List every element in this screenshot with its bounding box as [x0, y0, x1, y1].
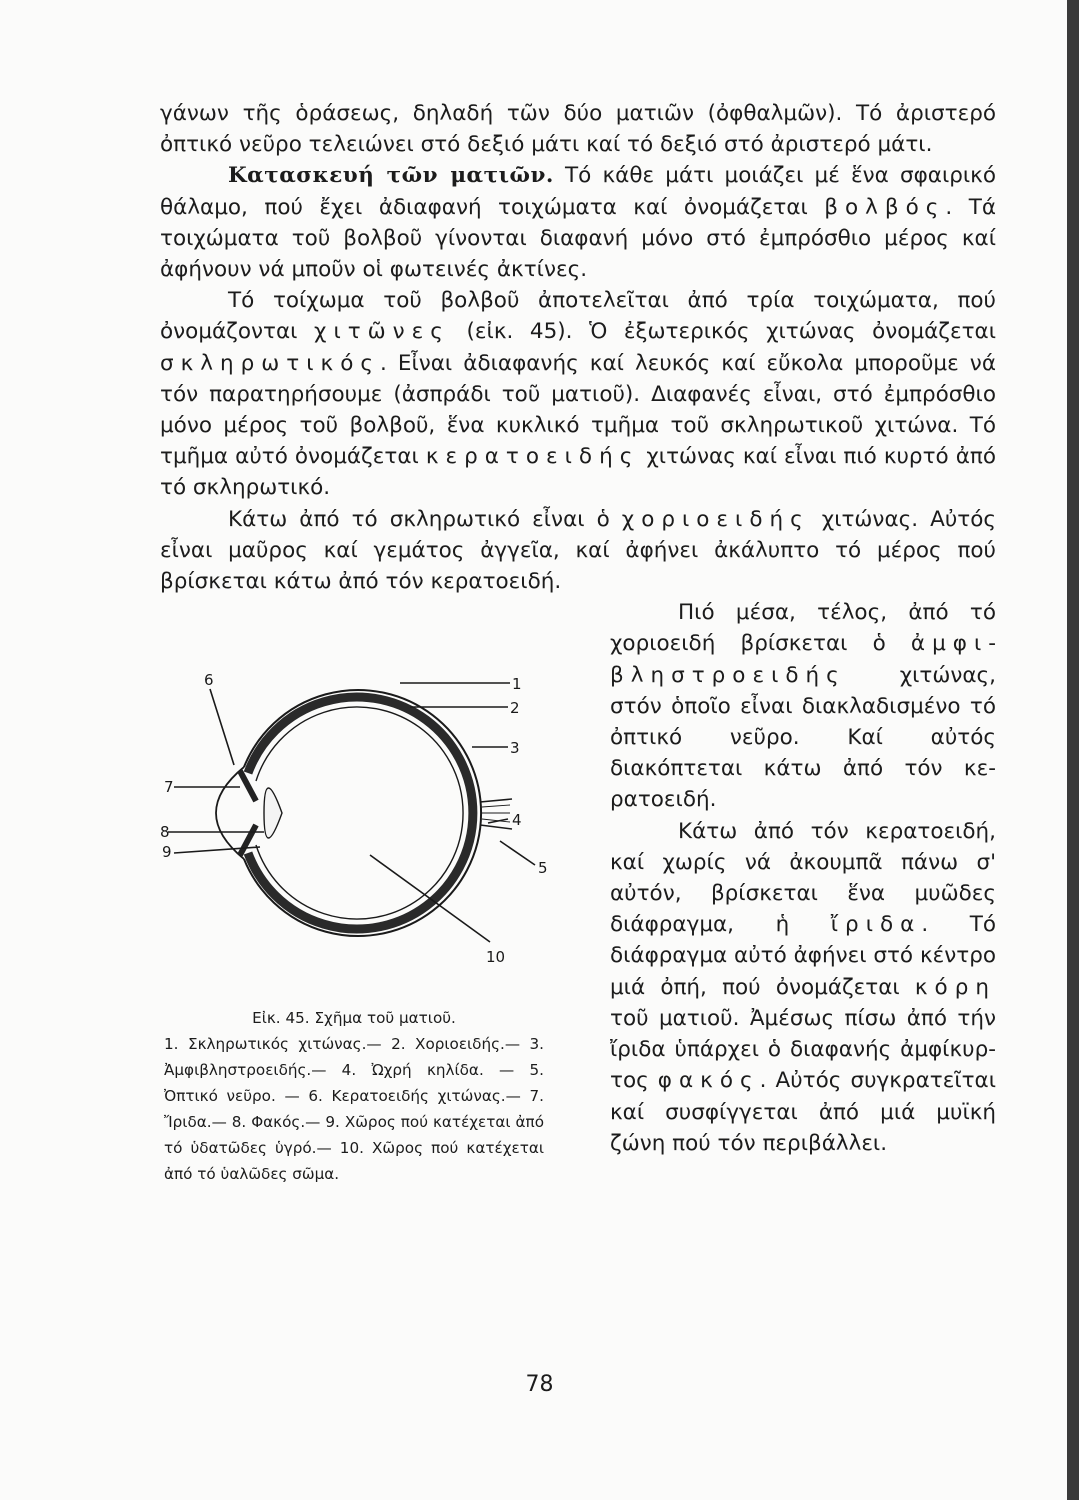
figure-label-5: 5 — [538, 859, 548, 878]
term-chorio: χοριοειδής — [621, 506, 810, 532]
term-skliro: σκληρωτικός — [160, 350, 380, 376]
term-fakos: φακός — [657, 1068, 760, 1094]
figure-label-8: 8 — [160, 823, 170, 842]
figure-label-7: 7 — [164, 778, 174, 797]
figure-label-4: 4 — [512, 811, 522, 830]
eye-figure — [160, 597, 580, 1237]
paragraph-2: Κατασκευή τῶν ματιῶν. Τό κάθε μάτι μοιάζει μέ ἕνα σφαιρικό θάλαμο, πού ἔχει ἀδιαφανή τοιχώματα καί ὀνομάζεται βολβός. Τά τοιχώματα τοῦ βολβοῦ γίνονται διαφανή μόνο στό ἐμπρόσθιο μέρος καί ἀφήνουν νά μποῦν οἱ φωτεινές ἀκτίνες. — [160, 163, 997, 283]
figure-caption — [164, 1005, 544, 1187]
figure-label-9: 9 — [162, 843, 172, 862]
page-edge-shadow — [1067, 0, 1079, 1500]
term-kori: κόρη — [914, 974, 996, 1000]
paragraph-1: γάνων τῆς ὁράσεως, δηλαδή τῶν δύο ματιῶν (ὀφθαλμῶν). Τό ἀριστερό ὀπτικό νεῦρο τελειώνει στό δεξιό μάτι καί τό δεξιό στό ἀριστερό μάτι. — [160, 101, 996, 158]
figure-caption-title: Εἰκ. 45. Σχῆμα τοῦ ματιοῦ. — [252, 1009, 456, 1028]
figure-label-3: 3 — [510, 739, 520, 758]
paragraph-5: Πιό μέσα, τέλος, ἀπό τό χοριοειδή βρίσκεται ὁ ἀμφιβληστροειδής χιτώνας, στόν ὁποῖο εἶναι διακλαδισμένο τό ὀπτικό νεῦρο. Καί αὐτός διακόπτεται κάτω ἀπό τόν κερατοειδή. — [610, 600, 996, 813]
page-number: 78 — [525, 1372, 554, 1397]
paragraph-4: Κάτω ἀπό τό σκληρωτικό εἶναι ὁ χοριοειδής χιτώνας. Αὐτός εἶναι μαῦρος καί γεμάτος ἀγγεῖα, καί ἀφήνει ἀκάλυπτο τό μέρος πού βρίσκεται κάτω ἀπό τόν κερατοειδή. — [160, 506, 996, 595]
term-chitones: χιτῶνες — [314, 319, 450, 345]
figure-label-10: 10 — [486, 948, 506, 967]
section-heading: Κατασκευή τῶν ματιῶν. — [228, 163, 554, 189]
paragraph-3: Τό τοίχωμα τοῦ βολβοῦ ἀποτελεῖται ἀπό τρία τοιχώματα, πού ὀνομάζονται χιτῶνες (εἰκ. 45). Ὁ ἐξωτερικός χιτώνας ὀνομάζεται σκληρωτικός. Εἶναι ἀδιαφανής καί λευκός καί εὔκολα μποροῦμε νά τόν παρατηρήσουμε (ἀσπράδι τοῦ ματιοῦ). Διαφανές εἶναι, στό ἐμπρόσθιο μόνο μέρος τοῦ βολβοῦ, ἕνα κυκλικό τμῆμα τοῦ σκληρωτικοῦ χιτώνα. Τό τμῆμα αὐτό ὀνομάζεται κερατοειδής χιτώνας καί εἶναι πιό κυρτό ἀπό τό σκληρωτικό. — [160, 288, 996, 501]
right-column — [610, 597, 996, 1159]
figure-label-1: 1 — [512, 675, 522, 694]
figure-caption-body: 1. Σκληρωτικός χιτώνας.— 2. Χοριοειδής.— 3. Ἀμφιβληστροειδής.— 4. Ὠχρή κηλίδα. — 5. Ὀπτικό νεῦρο. — 6. Κερατοειδής χιτώνας.— 7. Ἴριδα.— 8. Φακός.— 9. Χῶρος πού κατέχεται ἀπό τό ὑδατῶδες ὑγρό.— 10. Χῶρος πού κατέχεται ἀπό τό ὑαλῶδες σῶμα. — [164, 1035, 544, 1184]
term-kerato: κερατοειδής — [425, 444, 640, 470]
term-bolbos: βολβός — [824, 194, 946, 220]
eye-diagram — [160, 597, 580, 997]
term-amfi: ἀμφιβληστροειδής — [610, 631, 996, 688]
paragraph-6: Κάτω ἀπό τόν κερατοειδή, καί χωρίς νά ἀκουμπᾶ πάνω σ' αὐτόν, βρίσκεται ἕνα μυῶδες διάφραγμα, ἡ ἴριδα. Τό διάφραγμα αὐτό ἀφήνει στό κέντρο μιά ὀπή, πού ὀνομάζεται κόρη τοῦ ματιοῦ. Ἀμέσως πίσω ἀπό τήν ἴριδα ὑπάρχει ὁ διαφανής ἀμφίκυρτος φακός. Αὐτός συγκρατεῖται καί συσφίγγεται ἀπό μιά μυϊκή ζώνη πού τόν περιβάλλει. — [610, 818, 996, 1156]
figure-label-6: 6 — [204, 671, 214, 690]
book-page — [160, 98, 996, 1237]
term-irida: ἴριδα — [830, 912, 922, 938]
figure-label-2: 2 — [510, 699, 520, 718]
figure-row — [160, 597, 996, 1237]
